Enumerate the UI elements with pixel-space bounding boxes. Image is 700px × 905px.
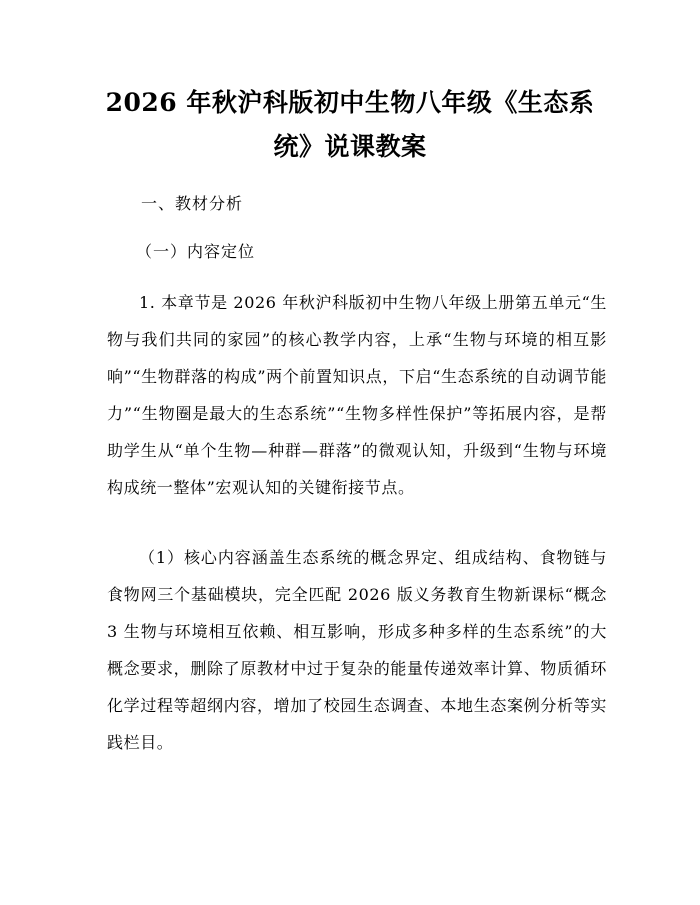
body-paragraph-1: 1. 本章节是 2026 年秋沪科版初中生物八年级上册第五单元“生物与我们共同的家园”的核心教学内容，上承“生物与环境的相互影响”“生物群落的构成”两个前置知识点，下启“生态系统的自动调节能力”“生物圈是最大的生态系统”“生物多样性保护”等拓展内容，是帮助学生从“单个生物—种群—群落”的微观认知，升级到“生物与环境构成统一整体”宏观认知的关键衔接节点。 — [107, 293, 607, 497]
subsection-heading: （一）内容定位 — [136, 242, 256, 261]
document-title-line-2: 统》说课教案 — [273, 132, 427, 161]
document-title-line-1: 2026 年秋沪科版初中生物八年级《生态系 — [105, 88, 595, 117]
body-paragraph-2: （1）核心内容涵盖生态系统的概念界定、组成结构、食物链与食物网三个基础模块，完全匹配 2026 版义务教育生物新课标“概念 3 生物与环境相互依赖、相互影响，形成多种多样的生态系统”的大概念要求，删除了原教材中过于复杂的能量传递效率计算、物质循环化学过程等超纲内容，增加了校园生态调查、本地生态案例分析等实践栏目。 — [107, 548, 607, 752]
section-heading: 一、教材分析 — [141, 194, 244, 213]
